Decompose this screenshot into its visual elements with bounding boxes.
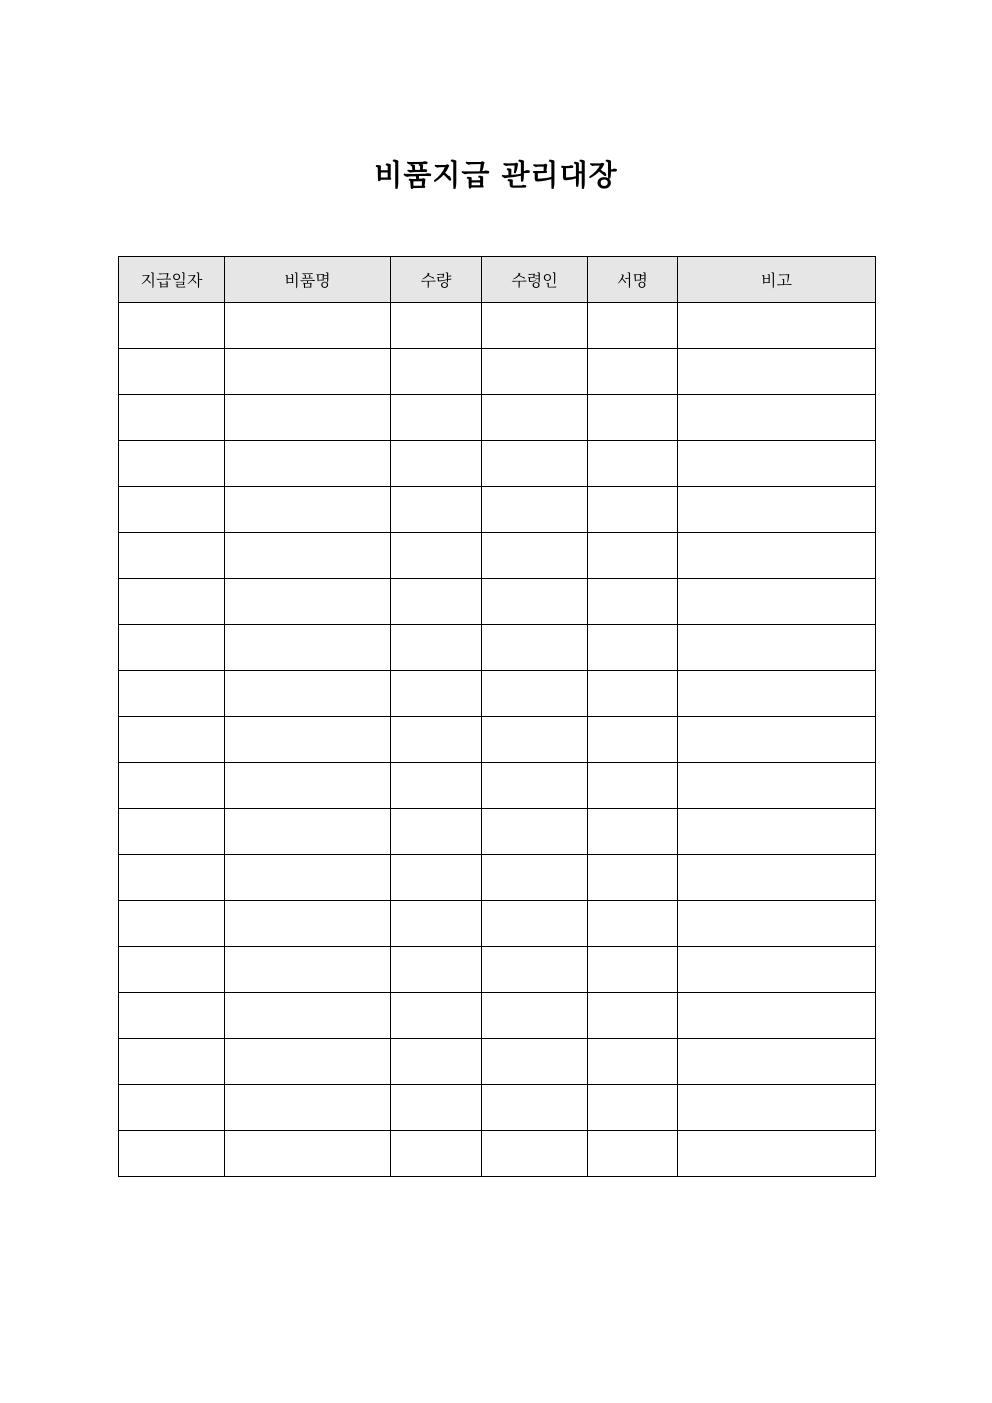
quantity-cell[interactable] [391, 533, 482, 579]
date-cell[interactable] [119, 395, 225, 441]
quantity-cell[interactable] [391, 671, 482, 717]
signature-cell[interactable] [588, 717, 678, 763]
receiver-cell[interactable] [482, 1085, 588, 1131]
table-row [119, 579, 876, 625]
signature-cell[interactable] [588, 1131, 678, 1177]
table-row [119, 1085, 876, 1131]
item-cell[interactable] [225, 855, 391, 901]
receiver-cell[interactable] [482, 993, 588, 1039]
table-row [119, 625, 876, 671]
table-row [119, 855, 876, 901]
date-cell[interactable] [119, 625, 225, 671]
signature-cell[interactable] [588, 809, 678, 855]
quantity-cell[interactable] [391, 579, 482, 625]
quantity-cell[interactable] [391, 947, 482, 993]
table-row [119, 395, 876, 441]
signature-cell[interactable] [588, 487, 678, 533]
note-cell[interactable] [678, 1085, 876, 1131]
quantity-cell[interactable] [391, 1039, 482, 1085]
column-header-quantity: 수량 [391, 257, 482, 303]
signature-cell[interactable] [588, 901, 678, 947]
receiver-cell[interactable] [482, 855, 588, 901]
table-body [119, 303, 876, 1177]
table-row [119, 993, 876, 1039]
item-cell[interactable] [225, 395, 391, 441]
column-header-date: 지급일자 [119, 257, 225, 303]
date-cell[interactable] [119, 441, 225, 487]
quantity-cell[interactable] [391, 395, 482, 441]
item-cell[interactable] [225, 533, 391, 579]
item-cell[interactable] [225, 625, 391, 671]
date-cell[interactable] [119, 947, 225, 993]
date-cell[interactable] [119, 533, 225, 579]
document-title: 비품지급 관리대장 [374, 158, 618, 193]
note-cell[interactable] [678, 901, 876, 947]
signature-cell[interactable] [588, 441, 678, 487]
signature-cell[interactable] [588, 993, 678, 1039]
quantity-cell[interactable] [391, 809, 482, 855]
date-cell[interactable] [119, 855, 225, 901]
receiver-cell[interactable] [482, 487, 588, 533]
date-cell[interactable] [119, 303, 225, 349]
note-cell[interactable] [678, 487, 876, 533]
date-cell[interactable] [119, 349, 225, 395]
note-cell[interactable] [678, 809, 876, 855]
table-row [119, 533, 876, 579]
table-row [119, 947, 876, 993]
receiver-cell[interactable] [482, 625, 588, 671]
column-header-receiver: 수령인 [482, 257, 588, 303]
quantity-cell[interactable] [391, 901, 482, 947]
date-cell[interactable] [119, 993, 225, 1039]
note-cell[interactable] [678, 855, 876, 901]
date-cell[interactable] [119, 1039, 225, 1085]
signature-cell[interactable] [588, 671, 678, 717]
signature-cell[interactable] [588, 947, 678, 993]
note-cell[interactable] [678, 441, 876, 487]
table-row [119, 809, 876, 855]
receiver-cell[interactable] [482, 947, 588, 993]
item-cell[interactable] [225, 1085, 391, 1131]
signature-cell[interactable] [588, 349, 678, 395]
item-cell[interactable] [225, 303, 391, 349]
receiver-cell[interactable] [482, 349, 588, 395]
item-cell[interactable] [225, 1131, 391, 1177]
date-cell[interactable] [119, 671, 225, 717]
note-cell[interactable] [678, 395, 876, 441]
signature-cell[interactable] [588, 395, 678, 441]
date-cell[interactable] [119, 901, 225, 947]
item-cell[interactable] [225, 487, 391, 533]
quantity-cell[interactable] [391, 1131, 482, 1177]
quantity-cell[interactable] [391, 349, 482, 395]
item-cell[interactable] [225, 671, 391, 717]
receiver-cell[interactable] [482, 763, 588, 809]
receiver-cell[interactable] [482, 717, 588, 763]
signature-cell[interactable] [588, 855, 678, 901]
receiver-cell[interactable] [482, 901, 588, 947]
signature-cell[interactable] [588, 625, 678, 671]
note-cell[interactable] [678, 1039, 876, 1085]
signature-cell[interactable] [588, 1085, 678, 1131]
item-cell[interactable] [225, 441, 391, 487]
quantity-cell[interactable] [391, 855, 482, 901]
note-cell[interactable] [678, 763, 876, 809]
column-header-note: 비고 [678, 257, 876, 303]
note-cell[interactable] [678, 947, 876, 993]
item-cell[interactable] [225, 947, 391, 993]
receiver-cell[interactable] [482, 395, 588, 441]
table-row [119, 671, 876, 717]
date-cell[interactable] [119, 579, 225, 625]
receiver-cell[interactable] [482, 1039, 588, 1085]
quantity-cell[interactable] [391, 625, 482, 671]
table-row [119, 901, 876, 947]
item-cell[interactable] [225, 763, 391, 809]
table-row [119, 349, 876, 395]
note-cell[interactable] [678, 349, 876, 395]
signature-cell[interactable] [588, 533, 678, 579]
date-cell[interactable] [119, 809, 225, 855]
item-cell[interactable] [225, 717, 391, 763]
receiver-cell[interactable] [482, 303, 588, 349]
signature-cell[interactable] [588, 1039, 678, 1085]
note-cell[interactable] [678, 671, 876, 717]
date-cell[interactable] [119, 487, 225, 533]
quantity-cell[interactable] [391, 1085, 482, 1131]
note-cell[interactable] [678, 625, 876, 671]
signature-cell[interactable] [588, 579, 678, 625]
receiver-cell[interactable] [482, 579, 588, 625]
receiver-cell[interactable] [482, 533, 588, 579]
item-cell[interactable] [225, 809, 391, 855]
note-cell[interactable] [678, 579, 876, 625]
table-row [119, 717, 876, 763]
receiver-cell[interactable] [482, 1131, 588, 1177]
receiver-cell[interactable] [482, 809, 588, 855]
receiver-cell[interactable] [482, 441, 588, 487]
note-cell[interactable] [678, 1131, 876, 1177]
date-cell[interactable] [119, 1131, 225, 1177]
date-cell[interactable] [119, 1085, 225, 1131]
quantity-cell[interactable] [391, 441, 482, 487]
note-cell[interactable] [678, 533, 876, 579]
receiver-cell[interactable] [482, 671, 588, 717]
item-cell[interactable] [225, 901, 391, 947]
table-row [119, 303, 876, 349]
note-cell[interactable] [678, 717, 876, 763]
supply-ledger-table [118, 256, 876, 1177]
table-row [119, 487, 876, 533]
table-row [119, 763, 876, 809]
item-cell[interactable] [225, 349, 391, 395]
quantity-cell[interactable] [391, 487, 482, 533]
date-cell[interactable] [119, 717, 225, 763]
note-cell[interactable] [678, 303, 876, 349]
table-row [119, 1039, 876, 1085]
table-row [119, 1131, 876, 1177]
quantity-cell[interactable] [391, 993, 482, 1039]
quantity-cell[interactable] [391, 763, 482, 809]
column-header-item: 비품명 [225, 257, 391, 303]
note-cell[interactable] [678, 993, 876, 1039]
quantity-cell[interactable] [391, 303, 482, 349]
signature-cell[interactable] [588, 303, 678, 349]
table-row [119, 441, 876, 487]
item-cell[interactable] [225, 1039, 391, 1085]
quantity-cell[interactable] [391, 717, 482, 763]
item-cell[interactable] [225, 579, 391, 625]
item-cell[interactable] [225, 993, 391, 1039]
table-header-row [119, 257, 876, 303]
date-cell[interactable] [119, 763, 225, 809]
signature-cell[interactable] [588, 763, 678, 809]
column-header-signature: 서명 [588, 257, 678, 303]
